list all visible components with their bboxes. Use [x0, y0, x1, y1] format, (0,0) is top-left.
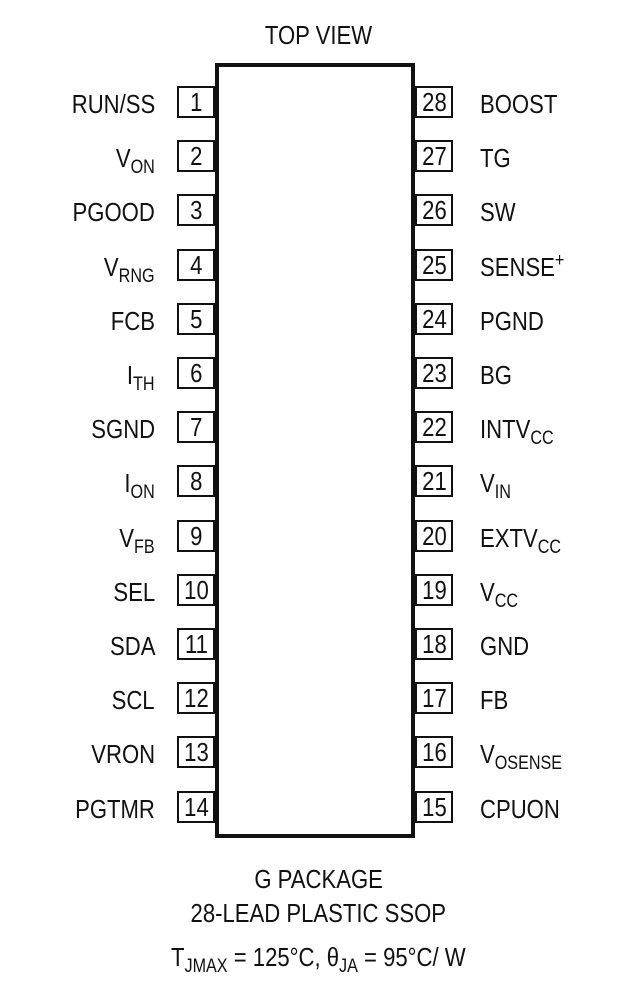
pin-14-box	[177, 791, 215, 823]
pin-5-box	[177, 303, 215, 335]
pin-8-box	[177, 465, 215, 497]
pin-number: 22	[421, 411, 447, 442]
pin-number: 15	[421, 791, 447, 822]
pin-28-box	[415, 86, 453, 118]
pin-28-label: BOOST	[480, 89, 558, 119]
pin-18-box	[415, 628, 453, 660]
pin-7-label: SGND	[91, 414, 155, 444]
pin-24-label: PGND	[480, 306, 544, 336]
pin-number: 20	[421, 520, 447, 551]
pin-13-box	[177, 736, 215, 768]
pin-21-label: $V_{IN}$	[480, 468, 511, 503]
pin-number: 27	[421, 140, 447, 171]
pin-19-label: $V_{CC}$	[480, 577, 519, 612]
pin-number: 8	[189, 465, 203, 496]
pin-16-label: $V_{OSENSE}$	[480, 739, 563, 774]
pin-12-box	[177, 682, 215, 714]
pin-number: 4	[189, 249, 203, 280]
pin-25-label: SENSE+	[480, 250, 565, 282]
pin-number: 5	[189, 303, 203, 334]
pin-number: 18	[421, 628, 447, 659]
pin-10-label: SEL	[113, 577, 155, 607]
pin-25-box	[415, 249, 453, 281]
pin-22-label: $INTV_{CC}$	[480, 414, 554, 449]
pin-number: 26	[421, 194, 447, 225]
pin-number: 1	[189, 86, 203, 117]
pin-7-box	[177, 411, 215, 443]
pin-27-label: TG	[480, 143, 511, 173]
pin-11-label: SDA	[109, 631, 155, 661]
pin-number: 23	[421, 357, 447, 388]
pin-20-label: $EXTV_{CC}$	[480, 523, 562, 558]
pin-23-label: BG	[480, 360, 512, 390]
pin-9-box	[177, 520, 215, 552]
pin-number: 13	[183, 736, 209, 767]
pin-number: 11	[184, 628, 208, 659]
ic-package-body	[215, 63, 415, 838]
pin-14-label: PGTMR	[75, 794, 155, 824]
pin-4-box	[177, 249, 215, 281]
pin-1-box	[177, 86, 215, 118]
pin-2-box	[177, 140, 215, 172]
view-title: TOP VIEW	[264, 20, 373, 50]
pin-number: 21	[421, 465, 447, 496]
pin-23-box	[415, 357, 453, 389]
pin-27-box	[415, 140, 453, 172]
pin-5-label: FCB	[110, 306, 155, 336]
pin-number: 28	[421, 86, 447, 117]
pin-21-box	[415, 465, 453, 497]
pin-number: 12	[183, 682, 209, 713]
pin-11-box	[177, 628, 215, 660]
pin-number: 6	[189, 357, 203, 388]
pin-15-box	[415, 791, 453, 823]
pin-number: 19	[421, 574, 447, 605]
pin-19-box	[415, 574, 453, 606]
pin-17-label: FB	[480, 685, 509, 715]
pin-number: 9	[189, 520, 203, 551]
pin-26-box	[415, 194, 453, 226]
pin-number: 7	[189, 411, 203, 442]
pin-4-label: $V_{RNG}$	[104, 252, 155, 287]
pin-17-box	[415, 682, 453, 714]
pin-22-box	[415, 411, 453, 443]
pin-9-label: $V_{FB}$	[119, 523, 155, 558]
pin-number: 10	[183, 574, 209, 605]
pin-8-label: $I_{ON}$	[124, 468, 155, 503]
pin-number: 14	[183, 791, 209, 822]
pin-16-box	[415, 736, 453, 768]
pin-number: 24	[421, 303, 447, 334]
thermal-spec: $T_{JMAX} = 125^\circ C$, $\theta_{JA} = 95^\circ C/$ W	[171, 942, 466, 977]
package-name: G PACKAGE	[254, 864, 383, 894]
pin-number: 25	[421, 249, 447, 280]
pin-number: 17	[421, 682, 447, 713]
pin-2-label: $V_{ON}$	[116, 143, 155, 178]
pin-number: 2	[189, 140, 203, 171]
pin-6-box	[177, 357, 215, 389]
pin-1-label: RUN/SS	[71, 89, 155, 119]
pin-3-box	[177, 194, 215, 226]
pin-18-label: GND	[480, 631, 530, 661]
pin-10-box	[177, 574, 215, 606]
pin-24-box	[415, 303, 453, 335]
pin-15-label: CPUON	[480, 794, 560, 824]
pin-3-label: PGOOD	[72, 197, 155, 227]
pin-12-label: SCL	[112, 685, 155, 715]
pin-26-label: SW	[480, 197, 516, 227]
pin-20-box	[415, 520, 453, 552]
pin-number: 16	[421, 736, 447, 767]
pin-number: 3	[189, 194, 203, 225]
pin-6-label: $I_{TH}$	[127, 360, 155, 395]
pin-13-label: VRON	[91, 739, 155, 769]
package-description: 28-LEAD PLASTIC SSOP	[190, 898, 447, 928]
